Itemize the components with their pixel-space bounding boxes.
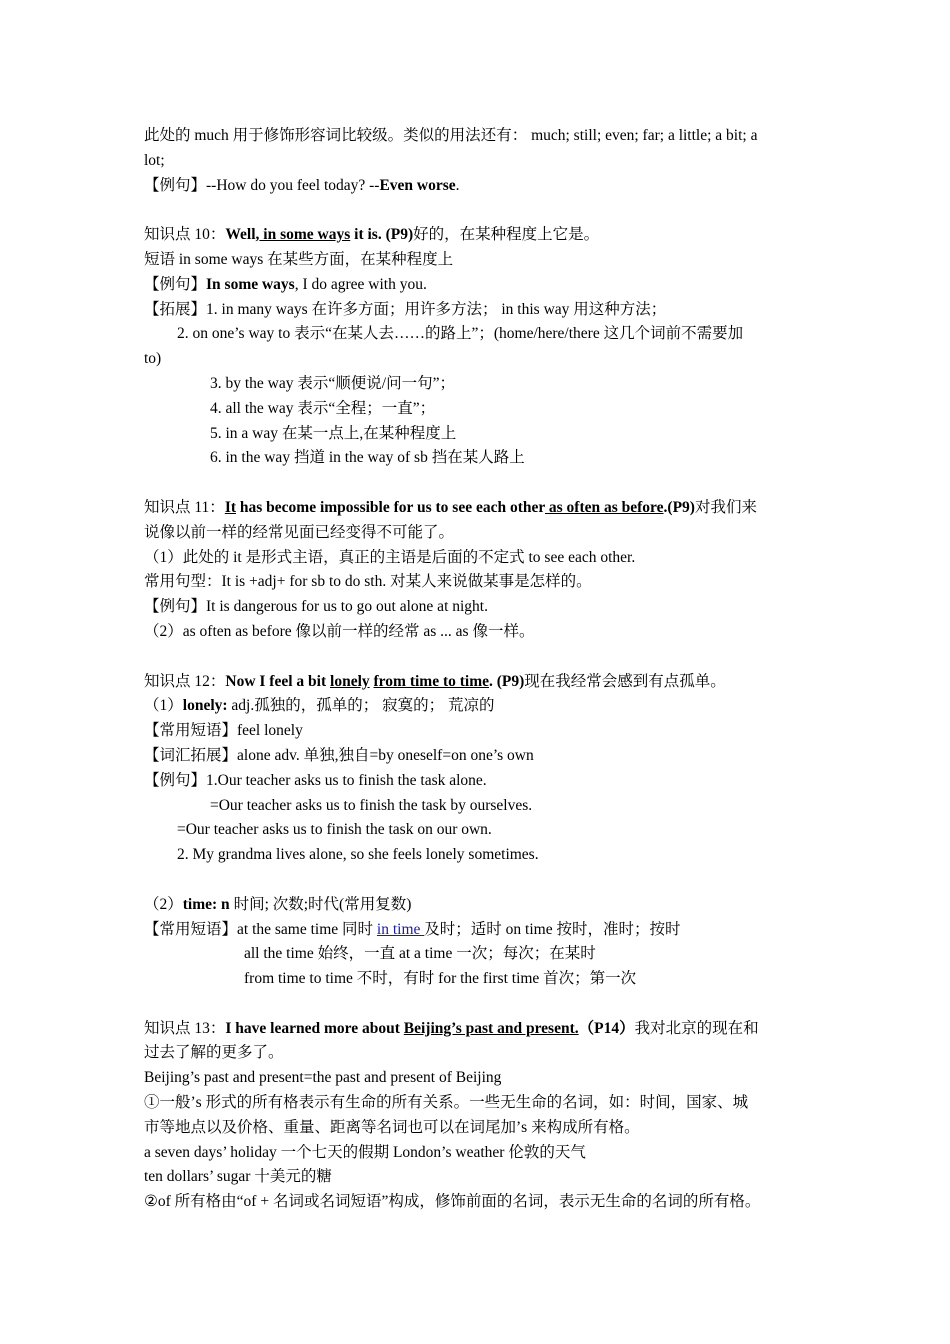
k11-bold-2: .(P9) — [663, 498, 695, 516]
k11-label: 知识点 11： — [144, 498, 225, 516]
k12-underline-2: from time to time — [373, 672, 489, 690]
example-tag: 【例句】 — [144, 598, 207, 616]
intro-example — [144, 174, 834, 199]
sub-word: time: n — [182, 895, 230, 913]
k12-heading — [144, 670, 834, 695]
k13-underline-1: Beijing’s past and present. — [403, 1019, 579, 1037]
k10-extension-5: 5. in a way 在某一点上,在某种程度上 — [210, 424, 457, 442]
phrase-tag: 【常用短语】 — [144, 920, 238, 938]
k11-bold-1: has become impossible for us to see each other — [236, 498, 545, 516]
extension-text: 1. in many ways 在许多方面；用许多方法； in this way 用这种方法； — [206, 300, 667, 318]
k12-label: 知识点 12： — [144, 672, 226, 690]
k12-phrase-2d: from time to time 不时，有时 for the first time 首次；第一次 — [244, 970, 637, 988]
example-text: , I do agree with you. — [294, 275, 427, 293]
k11-translation-1: 对我们来 — [694, 498, 757, 516]
k10-extension-2: 2. on one’s way to 表示“在某人去……的路上”；(home/here/there 这几个词前不需要加 — [177, 325, 744, 343]
k10-heading — [144, 223, 834, 248]
k12-bold-3: . (P9) — [489, 672, 525, 690]
k13-rule-1: ①一般’s 形式的所有格表示有生命的所有关系。一些无生命的名词，如：时间，国家、城 — [144, 1094, 749, 1112]
k10-extension-1 — [144, 298, 834, 323]
document-page — [144, 124, 834, 1215]
sub-definition: 时间; 次数;时代(常用复数) — [229, 895, 412, 913]
k11-point-1: （1）此处的 it 是形式主语，真正的主语是后面的不定式 to see each other. — [144, 548, 636, 566]
k13-equivalence: Beijing’s past and present=the past and present of Beijing — [144, 1069, 502, 1087]
k10-extension-4: 4. all the way 表示“全程；一直”； — [210, 399, 436, 417]
example-end: . — [455, 176, 460, 194]
k10-example — [144, 273, 834, 298]
k11-heading — [144, 496, 834, 521]
k12-phrase-2 — [144, 918, 834, 943]
k12-phrase-2c: all the time 始终，一直 at a time 一次；每次；在某时 — [244, 945, 596, 963]
k12-translation: 现在我经常会感到有点孤单。 — [524, 672, 726, 690]
k10-translation: 好的，在某种程度上它是。 — [413, 226, 600, 244]
k11-point-2: （2）as often as before 像以前一样的经常 as ... as 像一样。 — [144, 622, 535, 640]
example-bold: In some ways — [206, 275, 295, 293]
sub-number: （1） — [144, 697, 183, 715]
k10-phrase: 短语 in some ways 在某些方面，在某种程度上 — [144, 250, 454, 268]
example-text: It is dangerous for us to go out alone at night. — [206, 598, 488, 616]
k12-phrase — [144, 719, 834, 744]
vocab-tag: 【词汇拓展】 — [144, 746, 238, 764]
k12-underline-1: lonely — [330, 672, 370, 690]
sub-definition: adj.孤独的，孤单的； 寂寞的； 荒凉的 — [227, 697, 495, 715]
phrase-text: at the same time 同时 — [237, 920, 377, 938]
k10-bold-1: Well, — [225, 226, 260, 244]
k13-heading — [144, 1017, 834, 1042]
example-tag: 【例句】 — [144, 176, 207, 194]
example-text: --How do you feel today? -- — [206, 176, 380, 194]
k10-underline-1: in some ways — [259, 226, 351, 244]
k11-translation-2: 说像以前一样的经常见面已经变得不可能了。 — [144, 523, 455, 541]
k11-underline-1: It — [224, 498, 237, 516]
k12-sub-1 — [144, 694, 834, 719]
spacer — [144, 992, 834, 1017]
extension-tag: 【拓展】 — [144, 300, 207, 318]
k11-underline-2: as often as before — [545, 498, 664, 516]
k12-bold-1: Now I feel a bit — [225, 672, 331, 690]
k10-label: 知识点 10： — [144, 226, 226, 244]
k13-translation-1: 我对北京的现在和 — [634, 1019, 759, 1037]
k13-bold-1: I have learned more about — [225, 1019, 404, 1037]
k11-pattern: 常用句型：It is +adj+ for sb to do sth. 对某人来说做某事是怎样的。 — [144, 573, 592, 591]
k13-rule-2: ②of 所有格由“of + 名词或名词短语”构成，修饰前面的名词，表示无生命的名词的所有格。 — [144, 1193, 761, 1211]
k12-vocab — [144, 744, 834, 769]
k12-example-1 — [144, 769, 834, 794]
k13-rule-1d: ten dollars’ sugar 十美元的糖 — [144, 1168, 332, 1186]
phrase-text: feel lonely — [237, 722, 303, 740]
sub-word: lonely: — [182, 697, 228, 715]
phrase-tag: 【常用短语】 — [144, 722, 238, 740]
k11-example — [144, 595, 834, 620]
vocab-text: alone adv. 单独,独自=by oneself=on one’s own — [237, 746, 534, 764]
k12-example-1c: =Our teacher asks us to finish the task on our own. — [177, 821, 492, 839]
k12-example-2: 2. My grandma lives alone, so she feels lonely sometimes. — [177, 846, 539, 864]
example-tag: 【例句】 — [144, 771, 207, 789]
k12-example-1b: =Our teacher asks us to finish the task by ourselves. — [210, 796, 533, 814]
k13-rule-1c: a seven days’ holiday 一个七天的假期 London’s weather 伦敦的天气 — [144, 1143, 586, 1161]
k12-sub-2 — [144, 893, 834, 918]
k13-translation-2: 过去了解的更多了。 — [144, 1044, 284, 1062]
k10-extension-2b: to) — [144, 350, 162, 368]
sub-number: （2） — [144, 895, 183, 913]
in-time-link[interactable]: in time — [376, 920, 425, 938]
spacer — [144, 868, 834, 893]
k13-rule-1b: 市等地点以及价格、重量、距离等名词也可以在词尾加’s 来构成所有格。 — [144, 1118, 640, 1136]
spacer — [144, 471, 834, 496]
example-text: 1.Our teacher asks us to finish the task alone. — [206, 771, 487, 789]
k13-bold-2: （P14） — [578, 1019, 635, 1037]
intro-line-1: 此处的 much 用于修饰形容词比较级。类似的用法还有： much; still; even; far; a little; a bit; a — [144, 127, 758, 144]
example-tag: 【例句】 — [144, 275, 207, 293]
k10-extension-6: 6. in the way 挡道 in the way of sb 挡在某人路上 — [210, 449, 525, 467]
spacer — [144, 645, 834, 670]
k13-label: 知识点 13： — [144, 1019, 226, 1037]
spacer — [144, 198, 834, 223]
k10-extension-3: 3. by the way 表示“顺便说/问一句”； — [210, 374, 455, 392]
phrase-text: 及时；适时 on time 按时，准时；按时 — [424, 920, 681, 938]
example-bold: Even worse — [379, 176, 456, 194]
intro-line-2: lot; — [144, 151, 165, 169]
k10-bold-2: it is. (P9) — [350, 226, 414, 244]
